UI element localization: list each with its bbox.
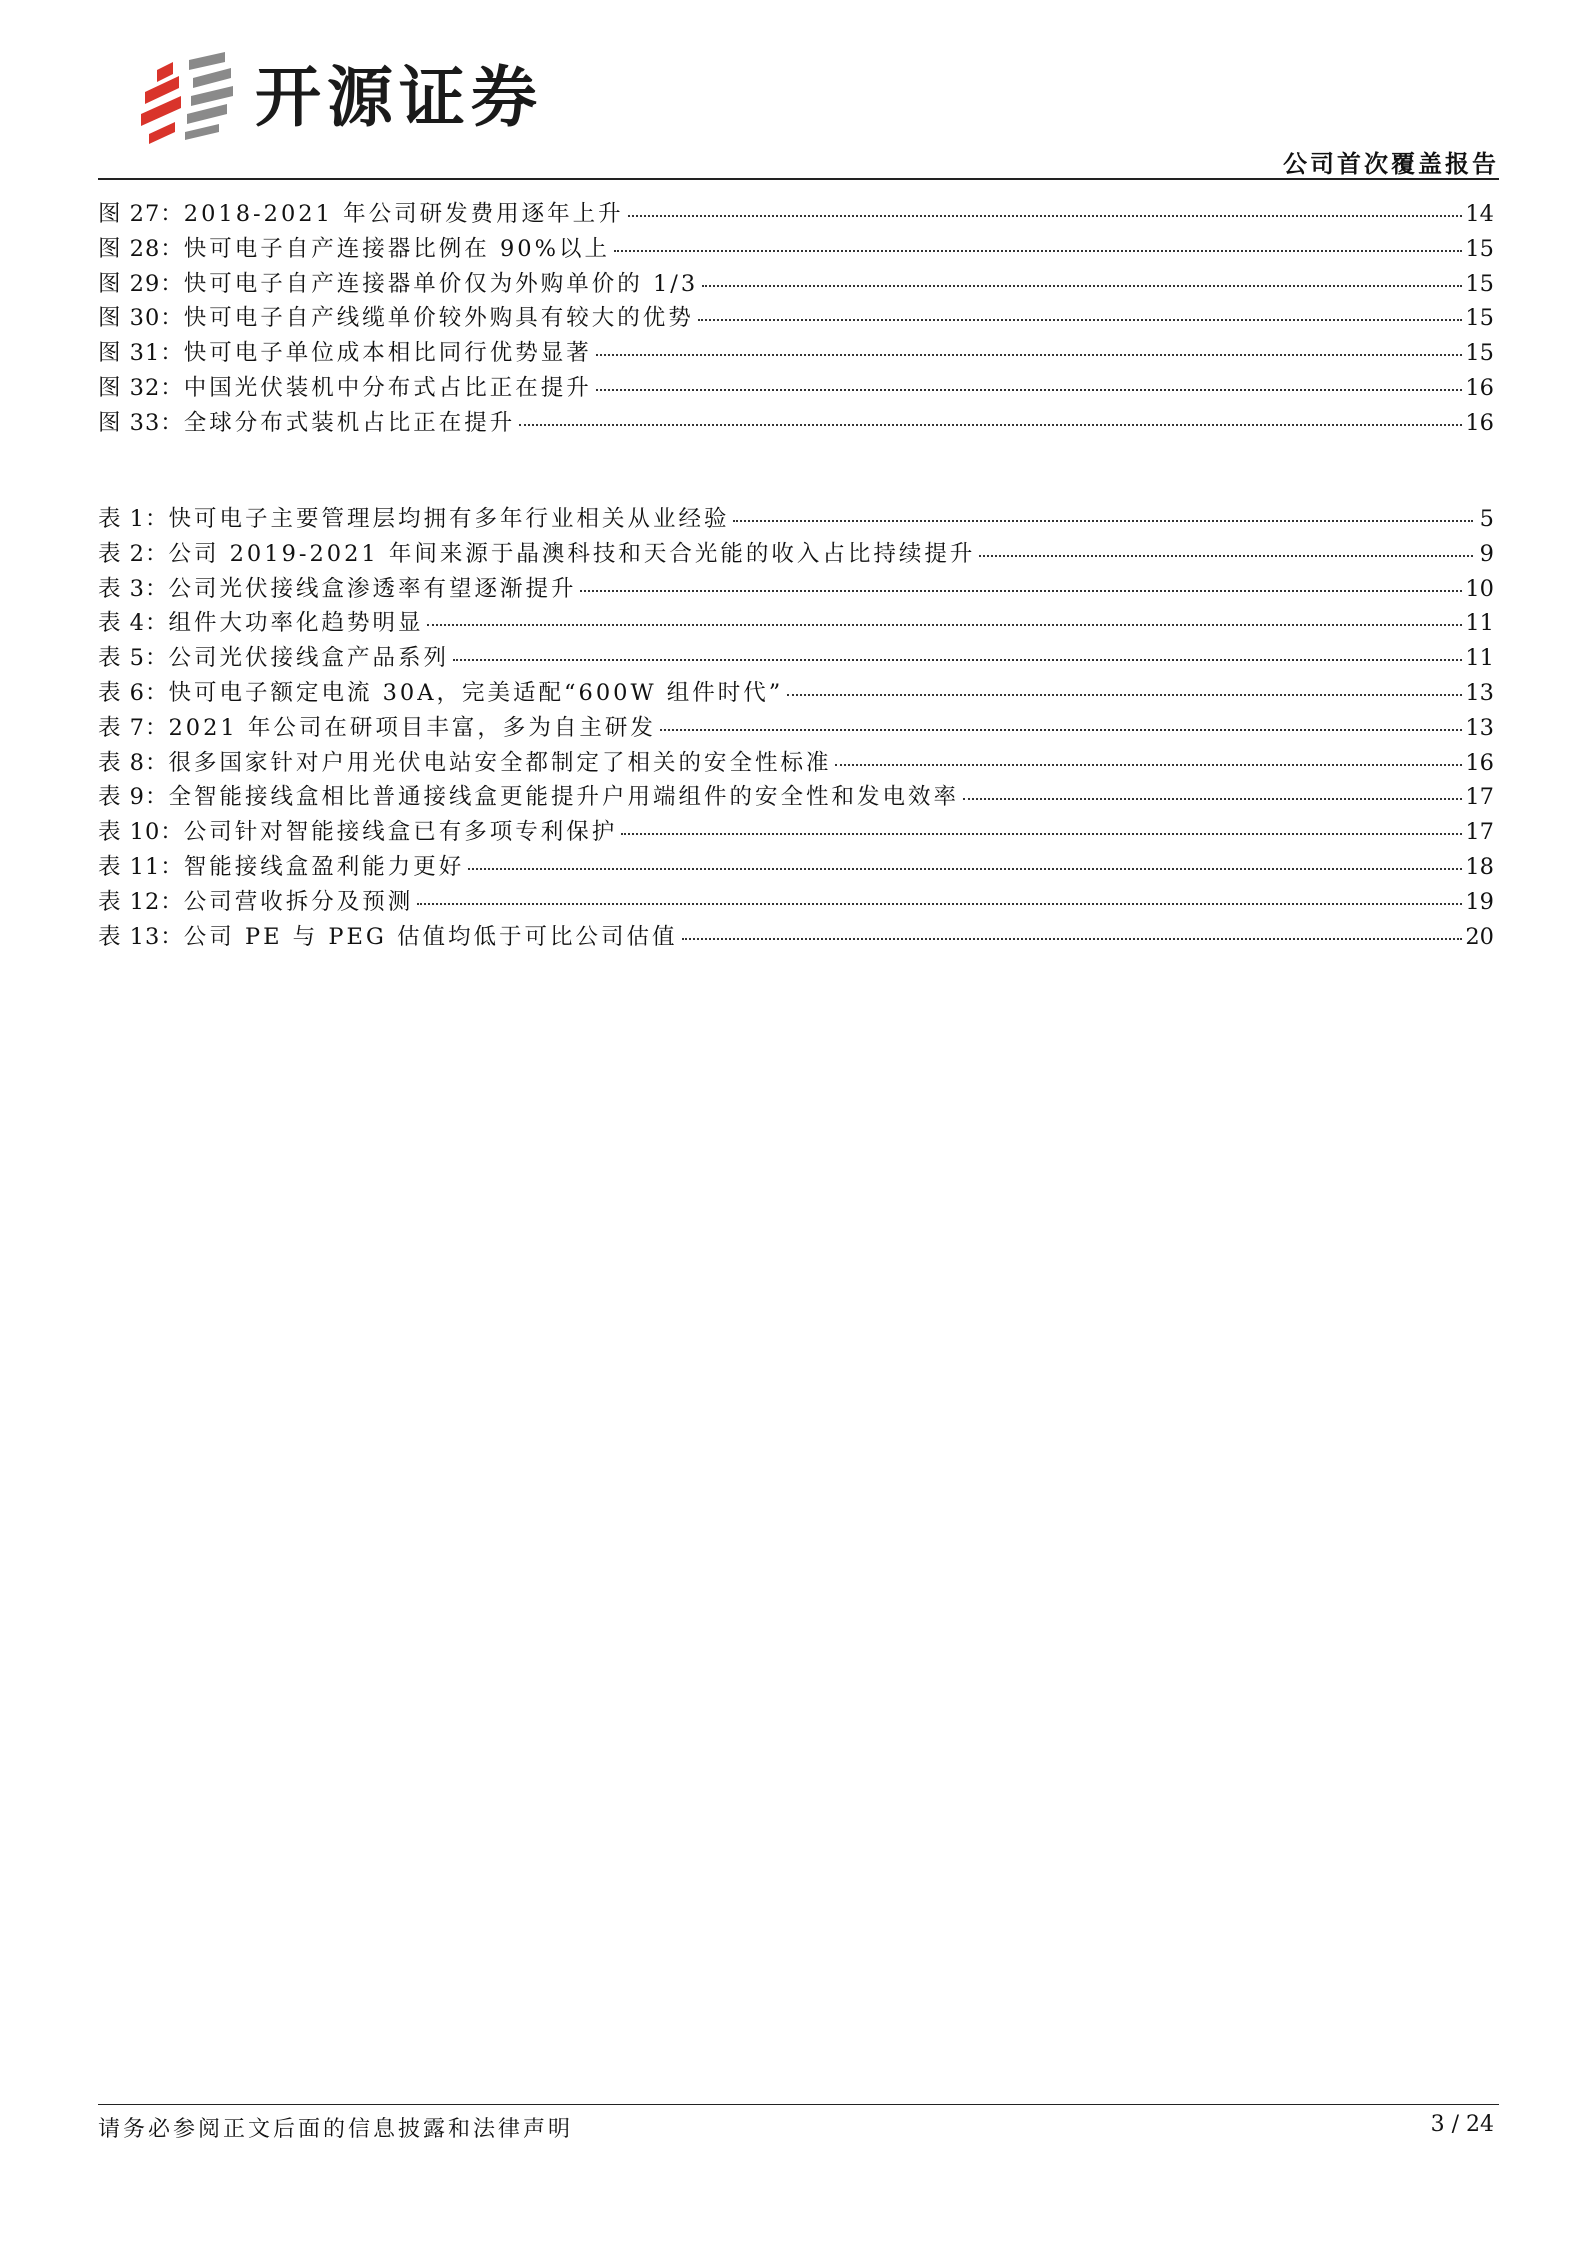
table-title: 公司光伏接线盒产品系列 (168, 645, 449, 672)
table-title: 全智能接线盒相比普通接线盒更能提升户用端组件的安全性和发电效率 (168, 784, 959, 811)
figure-entry[interactable] (98, 335, 1494, 370)
logo-wordmark: 开源证券 (255, 59, 543, 136)
table-label: 表 3： (98, 575, 169, 602)
table-title: 公司营收拆分及预测 (183, 888, 414, 915)
table-entry[interactable] (98, 710, 1494, 745)
figure-label: 图 27： (98, 201, 184, 227)
table-entry[interactable] (98, 779, 1494, 814)
table-label: 表 7： (98, 714, 169, 741)
figure-label: 图 32： (98, 374, 184, 401)
report-type-label: 公司首次覆盖报告 (1283, 150, 1499, 178)
table-label: 表 2： (98, 540, 169, 567)
figure-entry[interactable] (98, 231, 1494, 266)
table-label: 表 8： (98, 749, 169, 776)
dot-leader (660, 729, 1462, 731)
dot-leader (787, 694, 1462, 696)
figure-label: 图 31： (98, 340, 184, 367)
table-page: 11 (1465, 645, 1494, 672)
table-label: 表 13： (98, 923, 184, 950)
dot-leader (580, 590, 1462, 592)
table-entry[interactable] (98, 884, 1494, 919)
table-page: 19 (1465, 888, 1494, 915)
figure-page: 16 (1465, 409, 1494, 436)
figure-page: 16 (1465, 374, 1494, 401)
table-title: 组件大功率化趋势明显 (168, 610, 424, 637)
figure-title: 快可电子自产连接器比例在 90%以上 (183, 235, 610, 262)
figure-entry[interactable] (98, 405, 1494, 440)
table-label: 表 10： (98, 819, 184, 846)
table-label: 表 5： (98, 645, 169, 672)
figure-page: 15 (1465, 305, 1494, 332)
table-page: 17 (1465, 819, 1494, 846)
table-page: 9 (1479, 540, 1494, 567)
table-list (98, 501, 1494, 953)
figure-label: 图 30： (98, 305, 184, 332)
figure-entry[interactable] (98, 300, 1494, 335)
table-label: 表 9： (98, 784, 169, 811)
table-page: 18 (1465, 853, 1494, 880)
dot-leader (835, 764, 1462, 766)
figure-title: 中国光伏装机中分布式占比正在提升 (183, 374, 592, 401)
header-divider (98, 178, 1499, 180)
figure-entry[interactable] (98, 266, 1494, 301)
figure-title: 快可电子自产线缆单价较外购具有较大的优势 (183, 305, 694, 332)
figure-page: 15 (1465, 270, 1494, 297)
table-label: 表 4： (98, 610, 169, 637)
figure-title: 全球分布式装机占比正在提升 (183, 409, 516, 436)
page-number: 3 / 24 (1430, 2112, 1494, 2137)
table-entry[interactable] (98, 849, 1494, 884)
table-title: 快可电子主要管理层均拥有多年行业相关从业经验 (168, 506, 730, 532)
table-label: 表 11： (98, 853, 184, 880)
table-entry[interactable] (98, 605, 1494, 640)
dot-leader (682, 938, 1463, 940)
figure-label: 图 28： (98, 235, 184, 262)
table-entry[interactable] (98, 814, 1494, 849)
figure-label: 图 33： (98, 409, 184, 436)
table-entry[interactable] (98, 501, 1494, 536)
figure-title: 快可电子单位成本相比同行优势显著 (183, 340, 592, 367)
dot-leader (417, 903, 1462, 905)
figure-title: 快可电子自产连接器单价仅为外购单价的 1/3 (183, 270, 699, 297)
dot-leader (596, 389, 1463, 391)
figure-page: 15 (1465, 340, 1494, 367)
table-title: 很多国家针对户用光伏电站安全都制定了相关的安全性标准 (168, 749, 832, 776)
dot-leader (698, 319, 1463, 321)
figure-entry[interactable] (98, 196, 1494, 231)
figure-label: 图 29： (98, 270, 184, 297)
table-entry[interactable] (98, 536, 1494, 571)
footer-divider (98, 2104, 1499, 2105)
table-title: 公司光伏接线盒渗透率有望逐渐提升 (168, 575, 577, 602)
dot-leader (519, 424, 1462, 426)
figure-list (98, 196, 1494, 440)
dot-leader (628, 215, 1463, 217)
logo-mark-icon (135, 52, 239, 144)
table-entry[interactable] (98, 919, 1494, 954)
table-entry[interactable] (98, 675, 1494, 710)
table-entry[interactable] (98, 745, 1494, 780)
table-page: 11 (1465, 610, 1494, 637)
dot-leader (427, 624, 1462, 626)
dot-leader (621, 833, 1462, 835)
table-title: 公司针对智能接线盒已有多项专利保护 (183, 819, 618, 846)
table-label: 表 6： (98, 679, 169, 706)
figure-page: 14 (1465, 201, 1494, 227)
table-title: 公司 PE 与 PEG 估值均低于可比公司估值 (183, 923, 678, 950)
table-page: 13 (1465, 679, 1494, 706)
dot-leader (468, 868, 1462, 870)
table-title: 公司 2019-2021 年间来源于晶澳科技和天合光能的收入占比持续提升 (168, 540, 976, 567)
table-page: 5 (1479, 506, 1494, 532)
figure-page: 15 (1465, 235, 1494, 262)
company-logo (135, 52, 543, 144)
table-page: 13 (1465, 714, 1494, 741)
table-page: 17 (1465, 784, 1494, 811)
dot-leader (596, 354, 1463, 356)
dot-leader (733, 520, 1473, 522)
table-label: 表 1： (98, 506, 169, 532)
table-entry[interactable] (98, 640, 1494, 675)
table-page: 10 (1465, 575, 1494, 602)
table-title: 2021 年公司在研项目丰富，多为自主研发 (168, 714, 656, 741)
figure-entry[interactable] (98, 370, 1494, 405)
table-title: 智能接线盒盈利能力更好 (183, 853, 465, 880)
table-label: 表 12： (98, 888, 184, 915)
dot-leader (453, 659, 1462, 661)
dot-leader (614, 250, 1462, 252)
legal-disclaimer: 请务必参阅正文后面的信息披露和法律声明 (98, 2117, 574, 2142)
table-title: 快可电子额定电流 30A，完美适配“600W 组件时代” (168, 679, 784, 706)
table-page: 20 (1465, 923, 1494, 950)
dot-leader (979, 555, 1473, 557)
dot-leader (702, 285, 1462, 287)
table-page: 16 (1465, 749, 1494, 776)
figure-title: 2018-2021 年公司研发费用逐年上升 (183, 201, 624, 227)
table-entry[interactable] (98, 571, 1494, 606)
dot-leader (963, 798, 1462, 800)
